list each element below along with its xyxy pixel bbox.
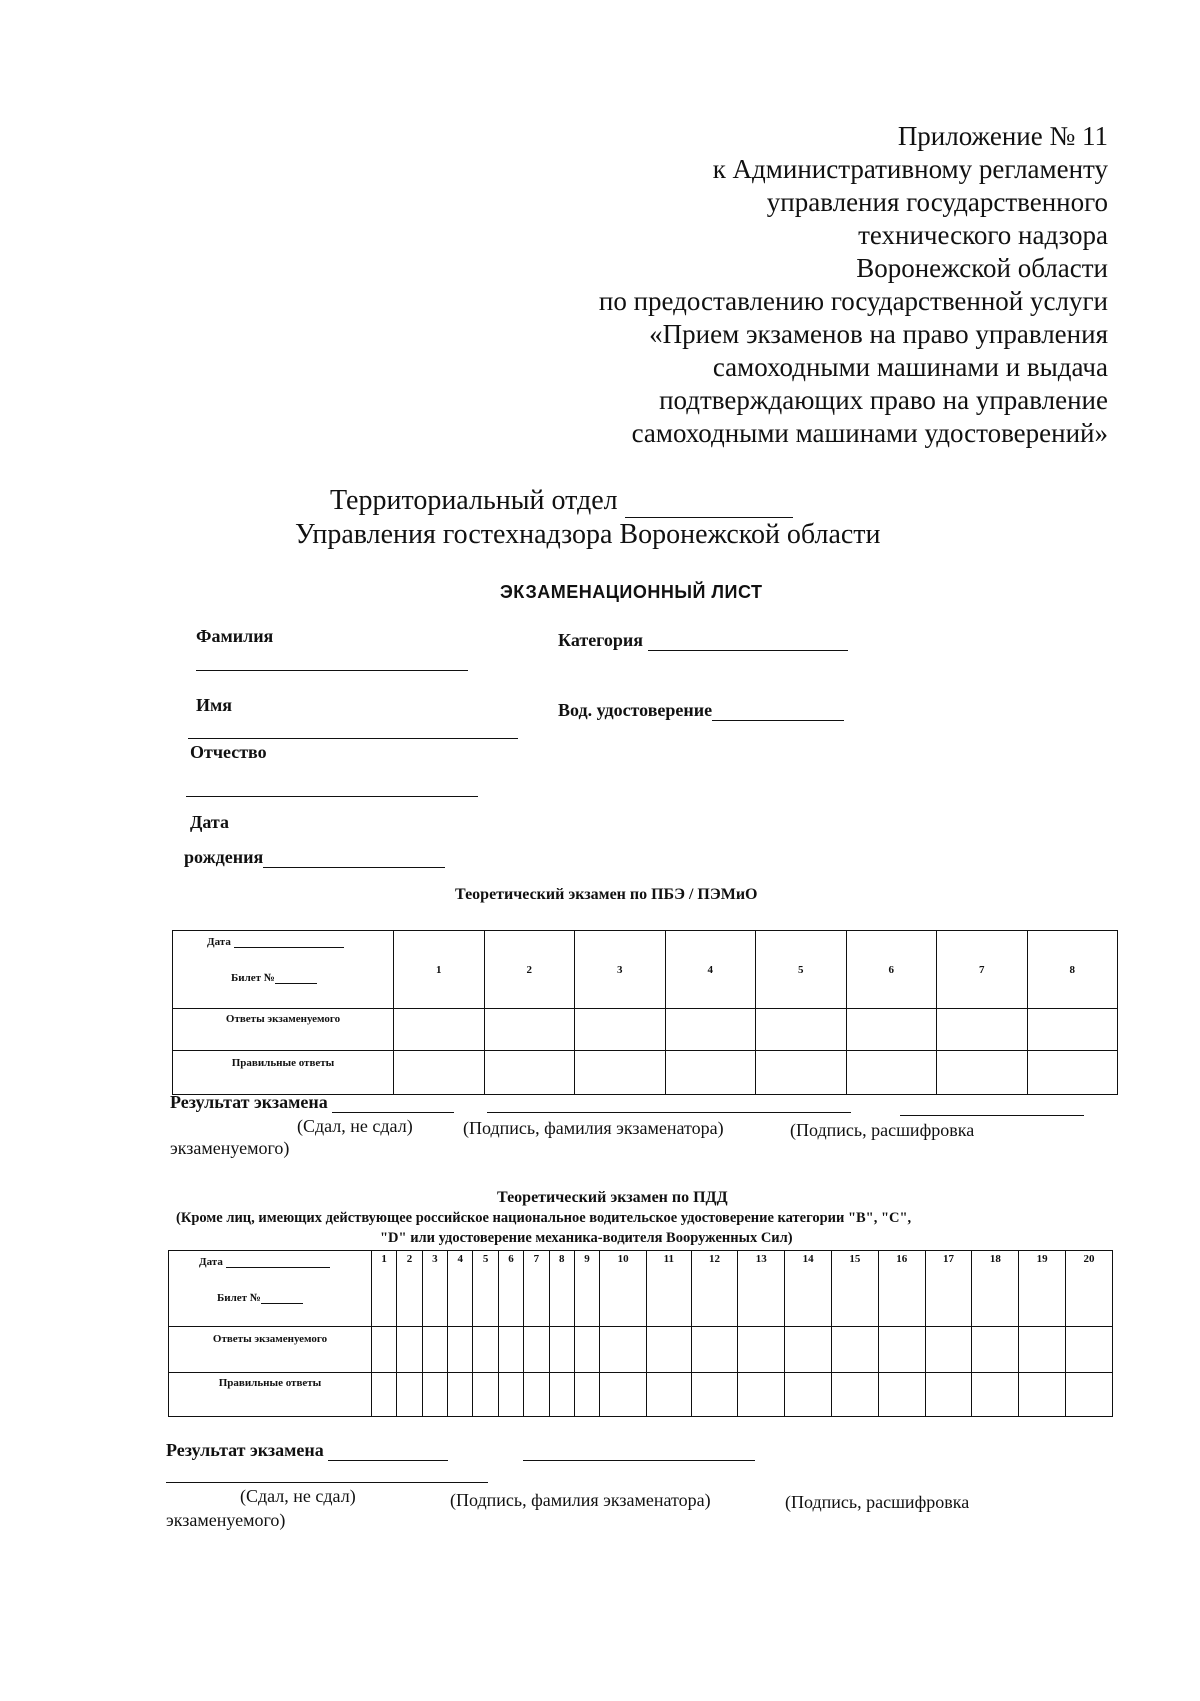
exam1-answer-cell[interactable]: [1027, 1009, 1118, 1051]
appendix-line: «Прием экзаменов на право управления: [649, 319, 1108, 349]
exam2-subtitle-2: "D" или удостоверение механика-водителя Вооруженных Сил): [380, 1230, 793, 1246]
exam2-col-header: 1: [372, 1251, 397, 1327]
exam2-correct-cell[interactable]: [1066, 1373, 1113, 1417]
exam2-ticket-label: Билет №: [217, 1292, 261, 1304]
patronymic-label: Отчество: [190, 742, 267, 762]
exam2-col-header: 9: [574, 1251, 599, 1327]
exam1-col-header: 5: [756, 931, 847, 1009]
exam1-correct-cell[interactable]: [756, 1051, 847, 1095]
exam2-col-header: 7: [524, 1251, 549, 1327]
exam1-col-header: 8: [1027, 931, 1118, 1009]
exam2-ticket-field[interactable]: [261, 1291, 303, 1304]
exam1-answer-cell[interactable]: [846, 1009, 937, 1051]
exam2-answer-cell[interactable]: [397, 1327, 422, 1373]
exam2-correct-cell[interactable]: [1019, 1373, 1066, 1417]
exam1-table: [172, 930, 1118, 1095]
exam1-col-header: 6: [846, 931, 937, 1009]
exam2-correct-cell[interactable]: [422, 1373, 447, 1417]
exam2-col-header: 5: [473, 1251, 498, 1327]
exam2-col-header: 10: [600, 1251, 647, 1327]
appendix-line: самоходными машинами и выдача: [712, 352, 1108, 382]
exam2-col-header: 2: [397, 1251, 422, 1327]
birth-date-label: Дата: [190, 812, 229, 832]
exam2-answer-cell[interactable]: [600, 1327, 647, 1373]
exam2-correct-cell[interactable]: [473, 1373, 498, 1417]
appendix-line: управления государственного: [766, 187, 1108, 217]
exam2-correct-cell[interactable]: [738, 1373, 785, 1417]
exam2-table: [168, 1250, 1113, 1417]
exam2-answers-row: [169, 1327, 1113, 1373]
appendix-line: подтверждающих право на управление: [659, 385, 1108, 415]
exam1-result-field[interactable]: [332, 1094, 454, 1113]
exam2-answer-cell[interactable]: [691, 1327, 738, 1373]
exam2-answer-cell[interactable]: [878, 1327, 925, 1373]
exam2-correct-cell[interactable]: [785, 1373, 832, 1417]
exam1-title: Теоретический экзамен по ПБЭ / ПЭМиО: [455, 886, 758, 903]
exam1-date-label: Дата: [207, 936, 231, 948]
exam2-examinee-note: экзаменуемого): [166, 1510, 286, 1530]
exam1-col-header: 1: [394, 931, 485, 1009]
exam2-correct-cell[interactable]: [397, 1373, 422, 1417]
exam2-answer-cell[interactable]: [473, 1327, 498, 1373]
exam2-correct-cell[interactable]: [549, 1373, 574, 1417]
exam2-col-header: 8: [549, 1251, 574, 1327]
appendix-number: Приложение № 11: [897, 121, 1108, 151]
exam2-col-header: 18: [972, 1251, 1019, 1327]
exam1-correct-cell[interactable]: [1027, 1051, 1118, 1095]
exam2-correct-cell[interactable]: [691, 1373, 738, 1417]
exam2-answer-cell[interactable]: [574, 1327, 599, 1373]
exam2-answer-cell[interactable]: [549, 1327, 574, 1373]
exam1-answer-cell[interactable]: [756, 1009, 847, 1051]
exam2-correct-cell[interactable]: [372, 1373, 397, 1417]
exam2-col-header: 15: [831, 1251, 878, 1327]
exam2-col-header: 12: [691, 1251, 738, 1327]
exam1-answers-row: [173, 1009, 1118, 1051]
exam2-examiner-note: (Подпись, фамилия экзаменатора): [450, 1490, 711, 1510]
exam1-signature-field[interactable]: [900, 1115, 1084, 1116]
exam1-answer-cell[interactable]: [484, 1009, 575, 1051]
exam1-examiner-note: (Подпись, фамилия экзаменатора): [463, 1118, 724, 1138]
surname-label: Фамилия: [196, 626, 274, 646]
exam1-date-field[interactable]: [234, 935, 344, 948]
exam2-subtitle-1: (Кроме лиц, имеющих действующее российское национальное водительское удостоверение категории "B", "C",: [176, 1210, 912, 1226]
exam2-correct-cell[interactable]: [574, 1373, 599, 1417]
exam1-col-header: 2: [484, 931, 575, 1009]
exam2-col-header: 16: [878, 1251, 925, 1327]
exam1-ticket-field[interactable]: [275, 971, 317, 984]
exam2-passed-note: (Сдал, не сдал): [240, 1486, 356, 1506]
exam2-answer-cell[interactable]: [498, 1327, 523, 1373]
exam2-title: Теоретический экзамен по ПДД: [497, 1189, 728, 1206]
exam1-header-cell: [173, 931, 394, 1009]
exam2-date-label: Дата: [199, 1256, 223, 1268]
exam2-result-field[interactable]: [328, 1442, 448, 1461]
exam2-col-header: 14: [785, 1251, 832, 1327]
license-field[interactable]: [712, 702, 844, 721]
name-field[interactable]: [188, 738, 518, 739]
exam1-answer-cell[interactable]: [394, 1009, 485, 1051]
exam2-result-row: Результат экзамена: [166, 1440, 448, 1461]
exam1-passed-note: (Сдал, не сдал): [297, 1116, 413, 1136]
exam2-answer-cell[interactable]: [524, 1327, 549, 1373]
exam2-col-header: 13: [738, 1251, 785, 1327]
exam2-answer-cell[interactable]: [785, 1327, 832, 1373]
exam2-correct-row: [169, 1373, 1113, 1417]
name-label: Имя: [196, 695, 232, 715]
department-line: Территориальный отдел: [330, 484, 793, 518]
appendix-line: технического надзора: [858, 220, 1108, 250]
exam2-col-header: 4: [448, 1251, 473, 1327]
category-field[interactable]: [648, 632, 848, 651]
appendix-header: [408, 120, 1108, 450]
exam2-col-header: 11: [647, 1251, 692, 1327]
exam1-correct-label: Правильные ответы: [173, 1051, 394, 1095]
exam2-col-header: 3: [422, 1251, 447, 1327]
appendix-line: самоходными машинами удостоверений»: [631, 418, 1108, 448]
exam1-answers-label: Ответы экзаменуемого: [173, 1009, 394, 1051]
exam2-col-header: 6: [498, 1251, 523, 1327]
exam1-correct-cell[interactable]: [846, 1051, 937, 1095]
surname-field[interactable]: [196, 670, 468, 671]
exam1-result-row: Результат экзамена: [170, 1092, 454, 1113]
exam1-signature-note: (Подпись, расшифровка: [790, 1120, 975, 1140]
appendix-line: Воронежской области: [856, 253, 1108, 283]
patronymic-field[interactable]: [186, 796, 478, 797]
exam2-answer-cell[interactable]: [738, 1327, 785, 1373]
exam1-answer-cell[interactable]: [665, 1009, 756, 1051]
exam2-correct-cell[interactable]: [498, 1373, 523, 1417]
exam2-examiner-field[interactable]: [523, 1460, 755, 1461]
form-title: ЭКЗАМЕНАЦИОННЫЙ ЛИСТ: [500, 582, 763, 602]
exam2-answer-cell[interactable]: [372, 1327, 397, 1373]
category-row: Категория: [558, 630, 848, 651]
appendix-line: по предоставлению государственной услуги: [598, 286, 1108, 316]
exam2-answers-label: Ответы экзаменуемого: [169, 1327, 372, 1373]
exam1-correct-cell[interactable]: [575, 1051, 666, 1095]
exam2-answer-cell[interactable]: [972, 1327, 1019, 1373]
exam2-col-header: 20: [1066, 1251, 1113, 1327]
exam1-answer-cell[interactable]: [575, 1009, 666, 1051]
exam1-col-header: 4: [665, 931, 756, 1009]
exam2-correct-label: Правильные ответы: [169, 1373, 372, 1417]
exam2-correct-cell[interactable]: [600, 1373, 647, 1417]
exam2-correct-cell[interactable]: [647, 1373, 692, 1417]
exam2-answer-cell[interactable]: [1019, 1327, 1066, 1373]
exam2-correct-cell[interactable]: [524, 1373, 549, 1417]
exam2-signature-field[interactable]: [166, 1482, 488, 1483]
license-row: Вод. удостоверение: [558, 700, 844, 721]
birth-date-field[interactable]: [263, 849, 445, 868]
exam2-answer-cell[interactable]: [422, 1327, 447, 1373]
exam2-answer-cell[interactable]: [1066, 1327, 1113, 1373]
exam2-header-cell: [169, 1251, 372, 1327]
appendix-line: к Административному регламенту: [712, 154, 1108, 184]
exam1-examinee-note: экзаменуемого): [170, 1138, 290, 1158]
exam1-ticket-label: Билет №: [231, 972, 275, 984]
exam2-date-field[interactable]: [226, 1255, 330, 1268]
department-name: Управления гостехнадзора Воронежской области: [295, 519, 881, 550]
exam1-correct-cell[interactable]: [394, 1051, 485, 1095]
exam2-correct-cell[interactable]: [972, 1373, 1019, 1417]
department-field[interactable]: [625, 491, 793, 518]
exam2-answer-cell[interactable]: [647, 1327, 692, 1373]
exam2-signature-note: (Подпись, расшифровка: [785, 1492, 970, 1512]
exam1-answer-cell[interactable]: [937, 1009, 1028, 1051]
exam1-correct-cell[interactable]: [665, 1051, 756, 1095]
exam2-correct-cell[interactable]: [448, 1373, 473, 1417]
exam1-correct-row: [173, 1051, 1118, 1095]
exam2-col-header: 17: [925, 1251, 972, 1327]
exam2-correct-cell[interactable]: [831, 1373, 878, 1417]
exam2-correct-cell[interactable]: [925, 1373, 972, 1417]
exam1-correct-cell[interactable]: [937, 1051, 1028, 1095]
exam2-answer-cell[interactable]: [831, 1327, 878, 1373]
exam2-correct-cell[interactable]: [878, 1373, 925, 1417]
exam1-examiner-field[interactable]: [487, 1112, 851, 1113]
exam2-col-header: 19: [1019, 1251, 1066, 1327]
exam1-correct-cell[interactable]: [484, 1051, 575, 1095]
exam1-col-header: 3: [575, 931, 666, 1009]
exam1-col-header: 7: [937, 931, 1028, 1009]
exam2-answer-cell[interactable]: [448, 1327, 473, 1373]
birth-date-label-2: рождения: [184, 847, 445, 868]
exam2-answer-cell[interactable]: [925, 1327, 972, 1373]
